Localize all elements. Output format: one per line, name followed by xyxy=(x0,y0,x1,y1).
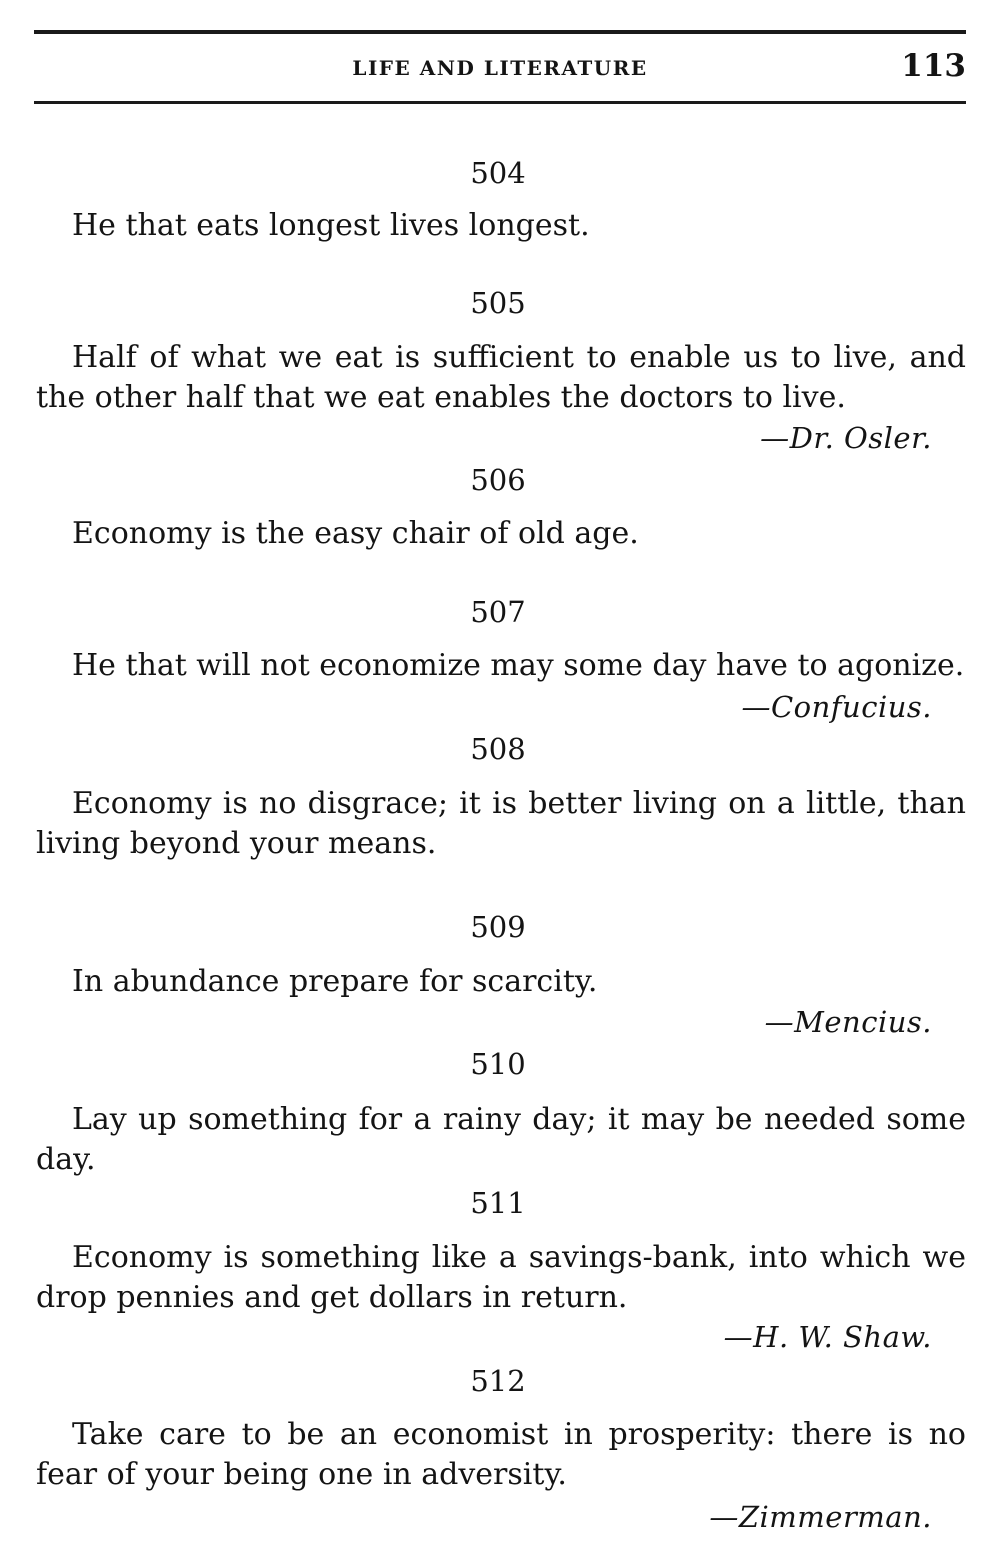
entry-number: 504 xyxy=(470,156,526,190)
entry-number: 509 xyxy=(470,910,526,944)
entry-number: 505 xyxy=(470,286,526,320)
entry-attribution: —H. W. Shaw. xyxy=(723,1320,932,1354)
entry-text: He that will not economize may some day have to agonize. xyxy=(72,648,965,683)
entry-text: Economy is something like a savings-bank, into which we drop pennies and get dollars in return. xyxy=(36,1240,966,1315)
entry-text: Economy is no disgrace; it is better living on a little, than living beyond your means. xyxy=(36,786,966,861)
entry-number: 510 xyxy=(470,1047,526,1081)
entry-text: He that eats longest lives longest. xyxy=(72,208,590,243)
entry-number: 507 xyxy=(470,595,526,629)
entry-number: 506 xyxy=(470,463,526,497)
entry-attribution: —Zimmerman. xyxy=(709,1500,932,1534)
entry-text: Half of what we eat is sufficient to enable us to live, and the other half that we eat enables the doctors to live. xyxy=(36,340,966,415)
entry-text: In abundance prepare for scarcity. xyxy=(72,964,598,999)
entry-text: Take care to be an economist in prosperity: there is no fear of your being one in adversity. xyxy=(36,1417,966,1492)
page-number: 113 xyxy=(901,48,966,84)
entry-number: 512 xyxy=(470,1364,526,1398)
entry-number: 508 xyxy=(470,732,526,766)
header-top-rule xyxy=(34,30,966,34)
entry-attribution: —Mencius. xyxy=(764,1005,932,1039)
entry-text: Lay up something for a rainy day; it may be needed some day. xyxy=(36,1102,966,1177)
entry-text: Economy is the easy chair of old age. xyxy=(72,516,639,551)
entry-attribution: —Confucius. xyxy=(741,690,932,724)
running-title: LIFE AND LITERATURE xyxy=(352,56,648,80)
header-bottom-rule xyxy=(34,101,966,104)
entry-attribution: —Dr. Osler. xyxy=(760,421,932,455)
entry-number: 511 xyxy=(470,1186,526,1220)
